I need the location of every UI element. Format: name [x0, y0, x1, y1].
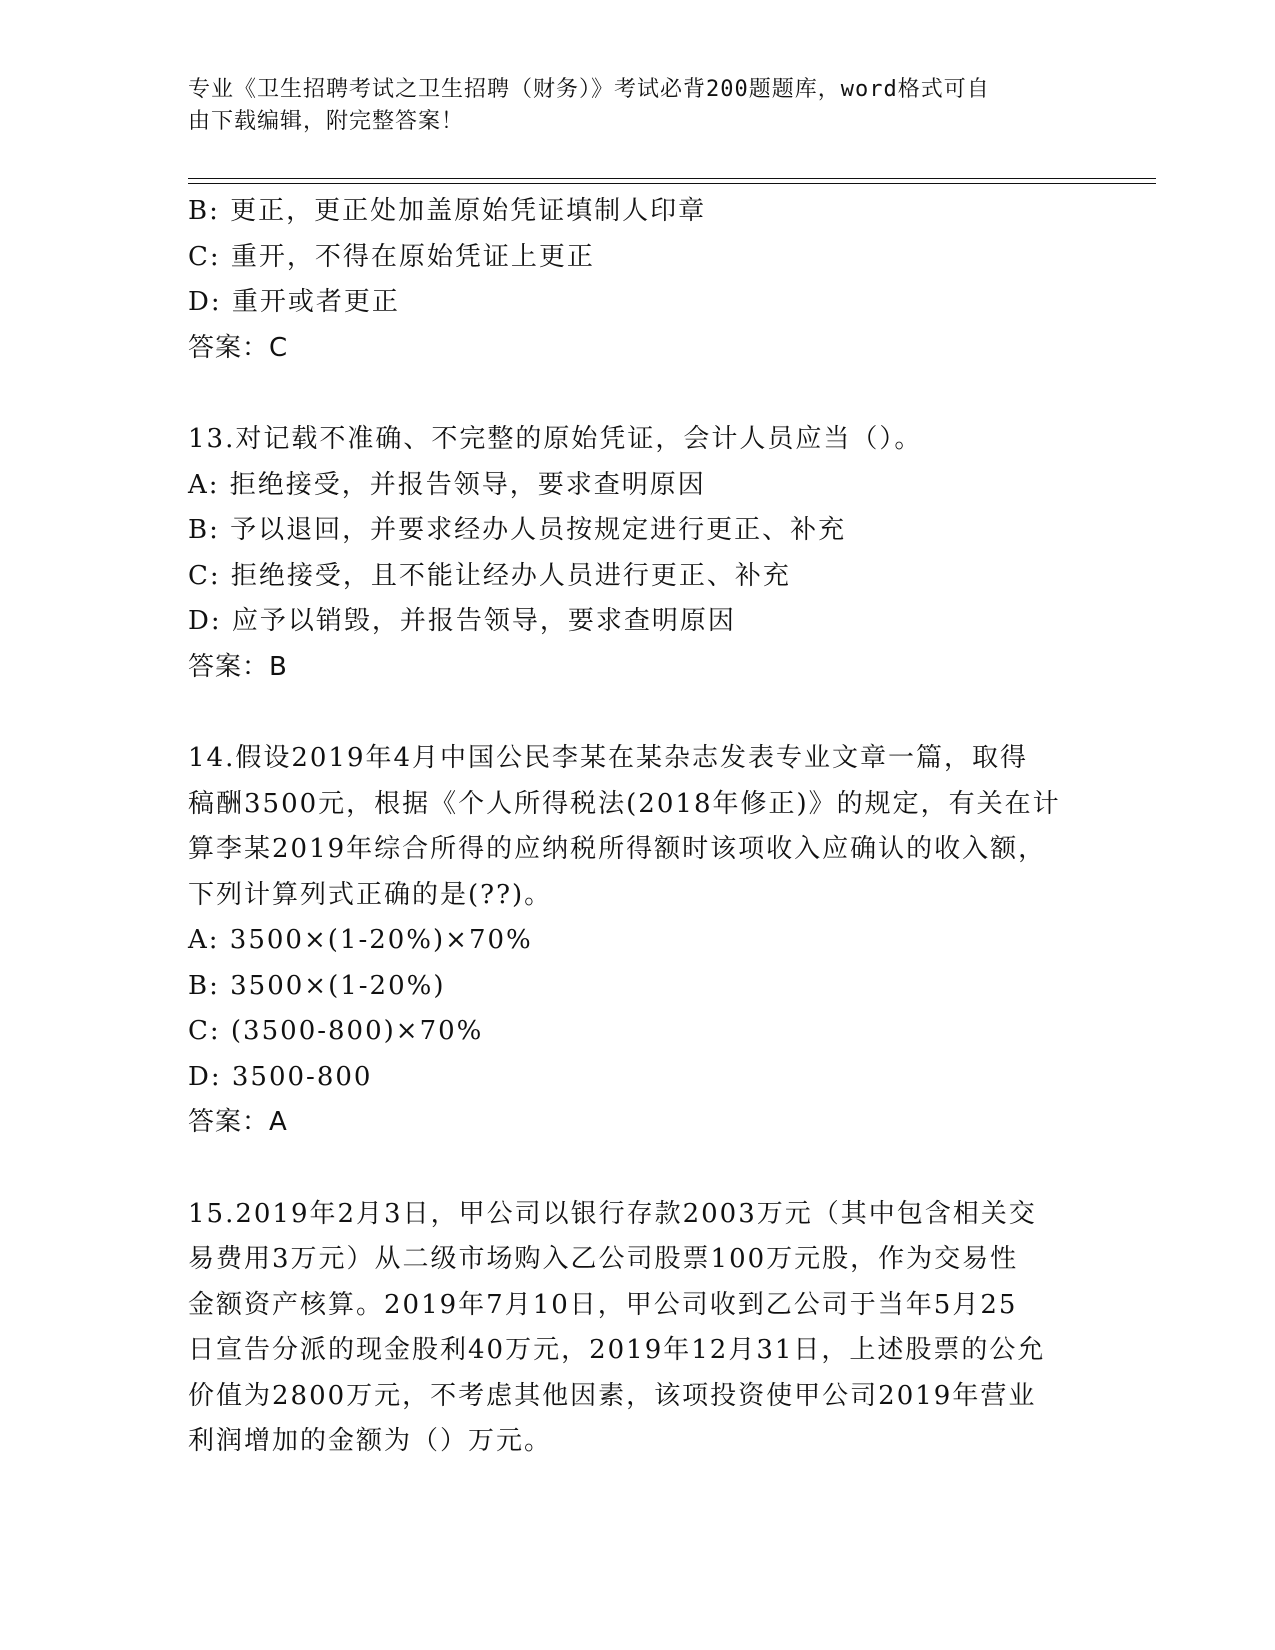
q12-answer: 答案：C — [188, 332, 289, 363]
q13-answer: 答案：B — [188, 651, 288, 682]
spacer — [188, 371, 1088, 417]
q13-option-c: C: 拒绝接受，且不能让经办人员进行更正、补充 — [188, 560, 791, 591]
header-line-2: 由下载编辑，附完整答案！ — [188, 109, 465, 134]
q15-question-line-2: 易费用3万元）从二级市场购入乙公司股票100万元股，作为交易性 — [188, 1244, 1019, 1274]
q12-option-d: D: 重开或者更正 — [188, 287, 400, 317]
q14-question-line-3: 算李某2019年综合所得的应纳税所得额时该项收入应确认的收入额， — [188, 834, 1047, 864]
q15-question-line-6: 利润增加的金额为（）万元。 — [188, 1426, 553, 1456]
q14-answer: 答案：A — [188, 1107, 288, 1137]
q13-question: 13.对记载不准确、不完整的原始凭证，会计人员应当（）。 — [188, 424, 923, 454]
question-12-block — [188, 189, 1088, 371]
q14-option-c: C: (3500-800)×70% — [188, 1016, 484, 1046]
q12-option-b: B: 更正，更正处加盖原始凭证填制人印章 — [188, 196, 707, 226]
header-divider-bottom — [188, 183, 1156, 184]
question-15-block — [188, 1192, 1088, 1465]
spacer — [188, 1146, 1088, 1192]
q14-question-line-2: 稿酬3500元，根据《个人所得税法(2018年修正)》的规定，有关在计 — [188, 788, 1061, 819]
q13-option-a: A: 拒绝接受，并报告领导，要求查明原因 — [188, 469, 706, 500]
q14-question-line-1: 14.假设2019年4月中国公民李某在某杂志发表专业文章一篇，取得 — [188, 743, 1029, 773]
document-header — [188, 74, 1068, 138]
q15-question-line-1: 15.2019年2月3日，甲公司以银行存款2003万元（其中包含相关交 — [188, 1198, 1037, 1229]
q15-question-line-3: 金额资产核算。2019年7月10日，甲公司收到乙公司于当年5月25 — [188, 1289, 1018, 1320]
q15-question-line-4: 日宣告分派的现金股利40万元，2019年12月31日，上述股票的公允 — [188, 1335, 1046, 1365]
header-line-1: 专业《卫生招聘考试之卫生招聘（财务）》考试必背200题题库，word格式可自 — [188, 77, 990, 102]
q12-option-c: C: 重开，不得在原始凭证上更正 — [188, 241, 595, 272]
q13-option-b: B: 予以退回，并要求经办人员按规定进行更正、补充 — [188, 515, 847, 545]
q13-option-d: D: 应予以销毁，并报告领导，要求查明原因 — [188, 606, 736, 636]
question-14-block — [188, 736, 1088, 1146]
document-body — [188, 189, 1088, 1465]
spacer — [188, 690, 1088, 736]
header-divider-top — [188, 178, 1156, 179]
question-13-block — [188, 417, 1088, 690]
q14-option-b: B: 3500×(1-20%) — [188, 970, 446, 1001]
q15-question-line-5: 价值为2800万元，不考虑其他因素，该项投资使甲公司2019年营业 — [188, 1380, 1037, 1411]
q14-option-a: A: 3500×(1-20%)×70% — [188, 925, 533, 955]
q14-question-line-4: 下列计算列式正确的是(??)。 — [188, 879, 553, 910]
q14-option-d: D: 3500-800 — [188, 1061, 373, 1092]
